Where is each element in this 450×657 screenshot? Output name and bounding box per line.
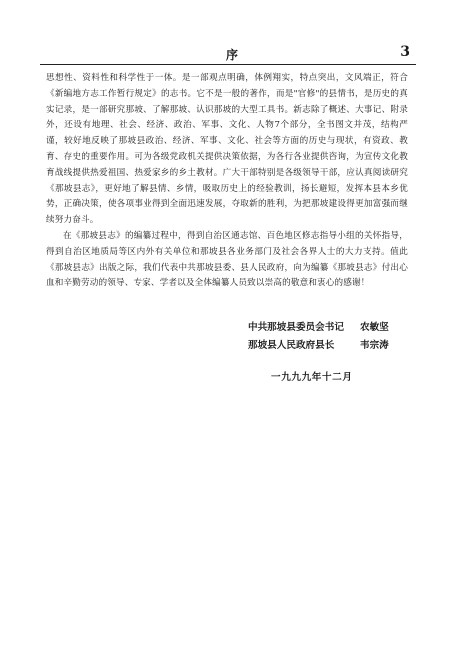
signature-title: 中共那坡县委员会书记 [248,322,344,333]
signature-name: 农敏坚 [360,322,389,333]
signature-title: 那坡县人民政府县长 [248,339,335,351]
paragraph-continued: 思想性、资料性和科学性于一体。是一部观点明确，体例翔实，特点突出，文风端正，符合《新编地方志工作暂行规定》的志书。它不是一般的著作，而是"官修"的县情书，是历史的真实记录，是一部研究那坡、了解那坡、认识那坡的大型工具书。新志除了概述、大事记、附录外，还设有地理、社会、经济、政治、军事、文化、人物7个部分，全书图文并茂，结构严谨，较好地反映了那坡县政治、经济、军事、文化、社会等方面的历史与现状，有资政、教育、存史的重要作用。可为各级党政机关提供决策依据，为各行各业提供咨询，为宣传文化教育战线提供热爱祖国、热爱家乡的乡土教材。广大干部特别是各级领导干部，应认真阅读研究《那坡县志》，更好地了解县情、乡情，吸取历史上的经验教训，扬长避短，发挥本县本乡优势，正确决策，使各项事业得到全面迅速发展，夺取新的胜利，为把那坡建设得更加富强而继续努力奋斗。 [46,73,408,226]
page-header [40,44,416,64]
date-line: 一九九九年十二月 [271,372,353,383]
page-number: 3 [400,44,410,60]
body-text [46,71,408,292]
signature-line-party-secretary [248,319,389,337]
signature-line-county-head [248,337,389,355]
paragraph-acknowledgement: 在《那坡县志》的编纂过程中，得到自治区通志馆、百色地区修志指导小组的关怀指导，得到自治区地质局等区内外有关单位和那坡县各业务部门及社会各界人士的大力支持。值此《那坡县志》出版之际，我们代表中共那坡县委、县人民政府，向为编纂《那坡县志》付出心血和辛勤劳动的领导、专家、学者以及全体编纂人员致以崇高的敬意和衷心的感谢！ [46,230,408,289]
header-rule [40,64,416,65]
signature-name: 韦宗涛 [360,339,389,351]
running-title: 序 [226,48,241,62]
signature-block [248,319,389,354]
